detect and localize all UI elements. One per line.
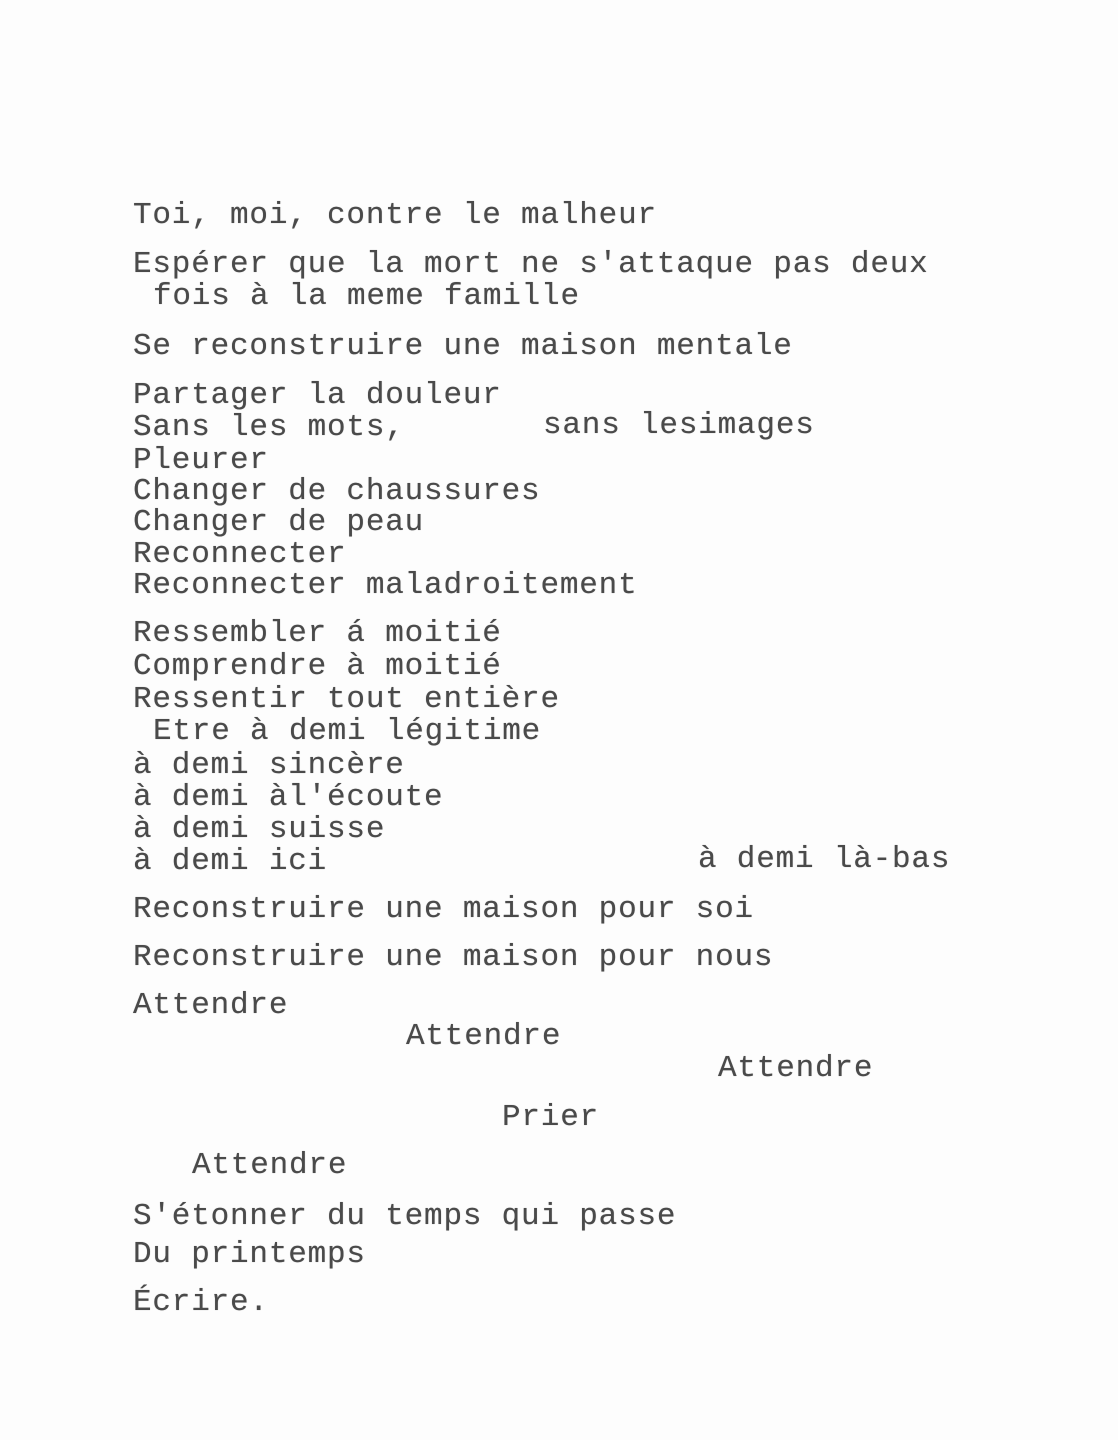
- poem-line: Prier: [502, 1100, 600, 1135]
- poem-line: Toi, moi, contre le malheur: [133, 198, 657, 233]
- poem-line: sans lesimages: [543, 408, 815, 443]
- poem-line: fois à la meme famille: [153, 279, 580, 314]
- poem-line: Du printemps: [133, 1237, 366, 1272]
- poem-line: Reconstruire une maison pour nous: [133, 940, 774, 975]
- poem-line: Écrire.: [133, 1285, 269, 1320]
- poem-line: à demi suisse: [133, 812, 386, 847]
- poem-line: Comprendre à moitié: [133, 649, 502, 684]
- poem-line: Pleurer: [133, 443, 269, 478]
- poem-line: Espérer que la mort ne s'attaque pas deux: [133, 247, 929, 282]
- poem-line: Etre à demi légitime: [153, 714, 542, 749]
- poem-line: Reconnecter maladroitement: [133, 568, 638, 603]
- poem-line: S'étonner du temps qui passe: [133, 1199, 677, 1234]
- poem-line: Partager la douleur: [133, 378, 502, 413]
- poem-line: Sans les mots,: [133, 410, 405, 445]
- poem-line: Reconstruire une maison pour soi: [133, 892, 754, 927]
- poem-line: à demi ici: [133, 844, 328, 879]
- poem-line: à demi là-bas: [698, 842, 951, 877]
- poem-line: Ressentir tout entière: [133, 682, 560, 717]
- poem-line: à demi sincère: [133, 748, 405, 783]
- poem-line: Attendre: [192, 1148, 348, 1183]
- poem-line: Reconnecter: [133, 537, 347, 572]
- poem-line: Ressembler á moitié: [133, 616, 502, 651]
- poem-line: Attendre: [718, 1051, 874, 1086]
- poem-line: Attendre: [133, 988, 289, 1023]
- poem-line: Se reconstruire une maison mentale: [133, 329, 793, 364]
- poem-line: à demi àl'écoute: [133, 780, 444, 815]
- poem-line: Attendre: [406, 1019, 562, 1054]
- poem-line: Changer de chaussures: [133, 474, 541, 509]
- poem-line: Changer de peau: [133, 505, 425, 540]
